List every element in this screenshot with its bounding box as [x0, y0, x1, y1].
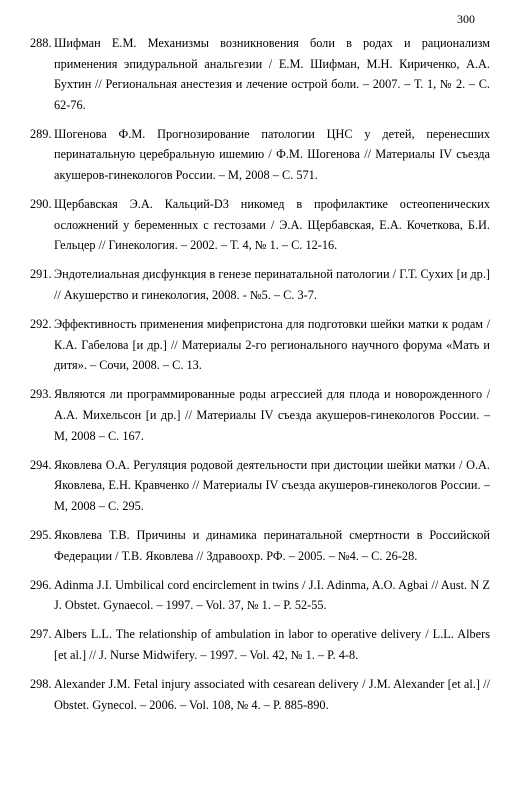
reference-item [30, 314, 490, 376]
reference-text: Adinma J.I. Umbilical cord encirclement in twins / J.I. Adinma, A.O. Agbai // Aust. N Z J. Obstet. Gynaecol. – 1997. – Vol. 37, № 1. – P. 52-55. [54, 577, 490, 613]
reference-text: Эффективность применения мифепристона для подготовки шейки матки к родам / К.А. Габелова [и др.] // Материалы 2-го регионального научного форума «Мать и дитя». – Сочи, 2008. – С. 13. [54, 317, 490, 373]
reference-text: Шогенова Ф.М. Прогнозирование патологии ЦНС у детей, перенесших перинатальную церебральную ишемию / Ф.М. Шогенова // Материалы IV съезда акушеров-гинекологов России. – М, 2008 – С. 571. [54, 126, 490, 183]
reference-number: 293. [30, 387, 52, 402]
reference-item [30, 124, 490, 186]
page-number: 300 [457, 12, 475, 26]
reference-text: Шифман Е.М. Механизмы возникновения боли в родах и рационализм применения эпидуральной анальгезии / Е.М. Шифман, М.Н. Кириченко, А.А. Бухтин // Региональная анестезия и лечение острой боли. – 2007. – Т. 1, № 2. – С. 62-76. [54, 36, 490, 112]
reference-text: Albers L.L. The relationship of ambulation in labor to operative delivery / L.L. Albers [et al.] // J. Nurse Midwifery. – 1997. – Vol. 42, № 1. – P. 4-8. [54, 627, 490, 662]
reference-item [30, 575, 490, 616]
reference-number: 298. [30, 677, 52, 692]
reference-number: 295. [30, 527, 52, 542]
reference-text: Яковлева Т.В. Причины и динамика перинатальной смертности в Российской Федерации / Т.В. Яковлева // Здравоохр. РФ. – 2005. – №4. – С. 26-28. [54, 527, 490, 563]
reference-number: 292. [30, 317, 52, 332]
reference-number: 297. [30, 627, 52, 642]
reference-number: 296. [30, 577, 52, 592]
reference-list [30, 33, 490, 724]
reference-item [30, 525, 490, 566]
reference-item [30, 33, 490, 115]
reference-text: Являются ли программированные роды агрессией для плода и новорожденного / А.А. Михельсон [и др.] // Материалы IV съезда акушеров-гинекологов России. – М, 2008 – С. 167. [54, 387, 490, 443]
reference-item [30, 384, 490, 446]
reference-text: Яковлева О.А. Регуляция родовой деятельности при дистоции шейки матки / О.А. Яковлева, Е.Н. Кравченко // Материалы IV съезда акушеров-гинекологов России. – М, 2008 – С. 295. [54, 457, 490, 513]
reference-number: 289. [30, 126, 52, 141]
reference-number: 290. [30, 197, 52, 212]
reference-item [30, 674, 490, 715]
reference-text: Эндотелиальная дисфункция в генезе перинатальной патологии / Г.Т. Сухих [и др.] // Акушерство и гинекология, 2008. - №5. – С. 3-7. [54, 267, 490, 303]
reference-text: Alexander J.M. Fetal injury associated with cesarean delivery / J.M. Alexander [et al.] // Obstet. Gynecol. – 2006. – Vol. 108, № 4. – P. 885-890. [54, 677, 490, 712]
reference-number: 288. [30, 36, 52, 50]
reference-number: 294. [30, 457, 52, 472]
reference-text: Щербавская Э.А. Кальций-D3 никомед в профилактике остеопенических осложнений у беременных с гестозами / Э.А. Щербавская, Е.А. Кочеткова, Б.И. Гельцер // Гинекология. – 2002. – Т. 4, № 1. – С. 12-16. [54, 197, 490, 253]
reference-item [30, 455, 490, 517]
reference-item [30, 624, 490, 665]
reference-item [30, 264, 490, 305]
reference-number: 291. [30, 267, 52, 282]
reference-item [30, 194, 490, 256]
